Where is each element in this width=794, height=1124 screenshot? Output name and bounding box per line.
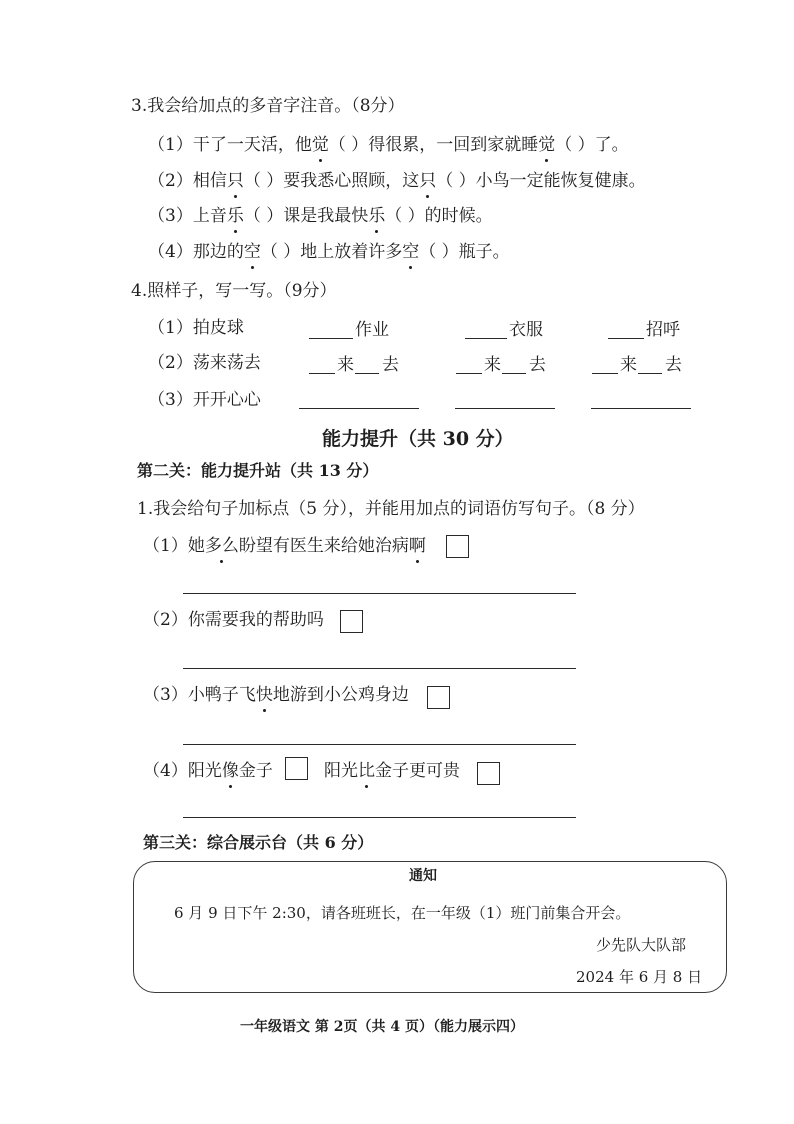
question-3-title: 3.我会给加点的多音字注音。（8分） xyxy=(131,96,405,116)
stage-3-title: 第三关：综合展示台（共 6 分） xyxy=(143,833,374,852)
q4-row2-blank-1b[interactable] xyxy=(355,373,379,374)
q4-row1-blank-1[interactable] xyxy=(309,338,353,339)
q4-row1-blank-3[interactable] xyxy=(608,338,644,339)
q4-row3-label: （3）开开心心 xyxy=(148,390,261,410)
question-4-title: 4.照样子，写一写。（9分） xyxy=(131,281,337,301)
stage-2-title: 第二关：能力提升站（共 13 分） xyxy=(137,461,379,480)
question-3-item-3: （3）上音乐（ ）课是我最快乐（ ）的时候。 xyxy=(148,206,493,226)
sentence-1-answer-line[interactable] xyxy=(183,593,576,594)
q4-row3-blank-3[interactable] xyxy=(591,408,691,409)
sentence-2-answer-line[interactable] xyxy=(183,668,576,669)
q4-row2-lai-3: 来 xyxy=(620,355,637,375)
sentence-4-answer-line[interactable] xyxy=(183,817,576,818)
q4-row1-word-1: 作业 xyxy=(355,320,389,340)
sentence-4-punctuation-box-1[interactable] xyxy=(285,757,308,780)
q4-row1-label: （1）拍皮球 xyxy=(148,318,244,338)
sentence-3-punctuation-box[interactable] xyxy=(427,686,450,709)
q4-row2-lai-2: 来 xyxy=(484,355,501,375)
q4-row3-blank-1[interactable] xyxy=(299,408,419,409)
q4-row2-qu-3: 去 xyxy=(665,355,682,375)
q4-row2-qu-1: 去 xyxy=(382,355,399,375)
notice-title: 通知 xyxy=(409,868,437,884)
sentence-1-punctuation-box[interactable] xyxy=(446,535,469,558)
q4-row3-blank-2[interactable] xyxy=(455,408,555,409)
question-3-item-2: （2）相信只（ ）要我悉心照顾，这只（ ）小鸟一定能恢复健康。 xyxy=(148,171,646,191)
sentence-4-part-2: 阳光比金子更可贵 xyxy=(324,761,460,781)
sentence-2: （2）你需要我的帮助吗 xyxy=(143,610,324,630)
page-footer: 一年级语文 第 2页（共 4 页）（能力展示四） xyxy=(240,1019,524,1035)
q4-row2-qu-2: 去 xyxy=(529,355,546,375)
q4-row2-blank-1a[interactable] xyxy=(309,373,335,374)
sentence-1: （1）她多么盼望有医生来给她治病啊 xyxy=(143,536,426,556)
sentence-3-answer-line[interactable] xyxy=(183,744,576,745)
question-3-item-4: （4）那边的空（ ）地上放着许多空（ ）瓶子。 xyxy=(148,242,510,262)
sentence-3: （3）小鸭子飞快地游到小公鸡身边 xyxy=(143,685,409,705)
sentence-4-part-1: （4）阳光像金子 xyxy=(143,761,273,781)
notice-date: 2024 年 6 月 8 日 xyxy=(576,968,703,986)
q4-row1-word-3: 招呼 xyxy=(646,320,680,340)
q4-row2-blank-2a[interactable] xyxy=(456,373,482,374)
section-heading: 能力提升（共 30 分） xyxy=(322,428,514,450)
sentence-4-punctuation-box-2[interactable] xyxy=(477,762,500,785)
q4-row2-lai-1: 来 xyxy=(337,355,354,375)
question-3-item-1: （1）干了一天活，他觉（ ）得很累，一回到家就睡觉（ ）了。 xyxy=(148,135,629,155)
stage-2-question-1-title: 1.我会给句子加标点（5 分），并能用加点的词语仿写句子。（8 分） xyxy=(137,499,645,519)
q4-row2-label: （2）荡来荡去 xyxy=(148,353,261,373)
q4-row2-blank-2b[interactable] xyxy=(502,373,526,374)
notice-sender: 少先队大队部 xyxy=(596,936,687,954)
sentence-2-punctuation-box[interactable] xyxy=(340,610,363,633)
notice-body: 6 月 9 日下午 2:30，请各班班长，在一年级（1）班门前集合开会。 xyxy=(174,904,631,922)
q4-row1-word-2: 衣服 xyxy=(509,320,543,340)
q4-row1-blank-2[interactable] xyxy=(465,338,507,339)
q4-row2-blank-3b[interactable] xyxy=(638,373,662,374)
q4-row2-blank-3a[interactable] xyxy=(592,373,618,374)
